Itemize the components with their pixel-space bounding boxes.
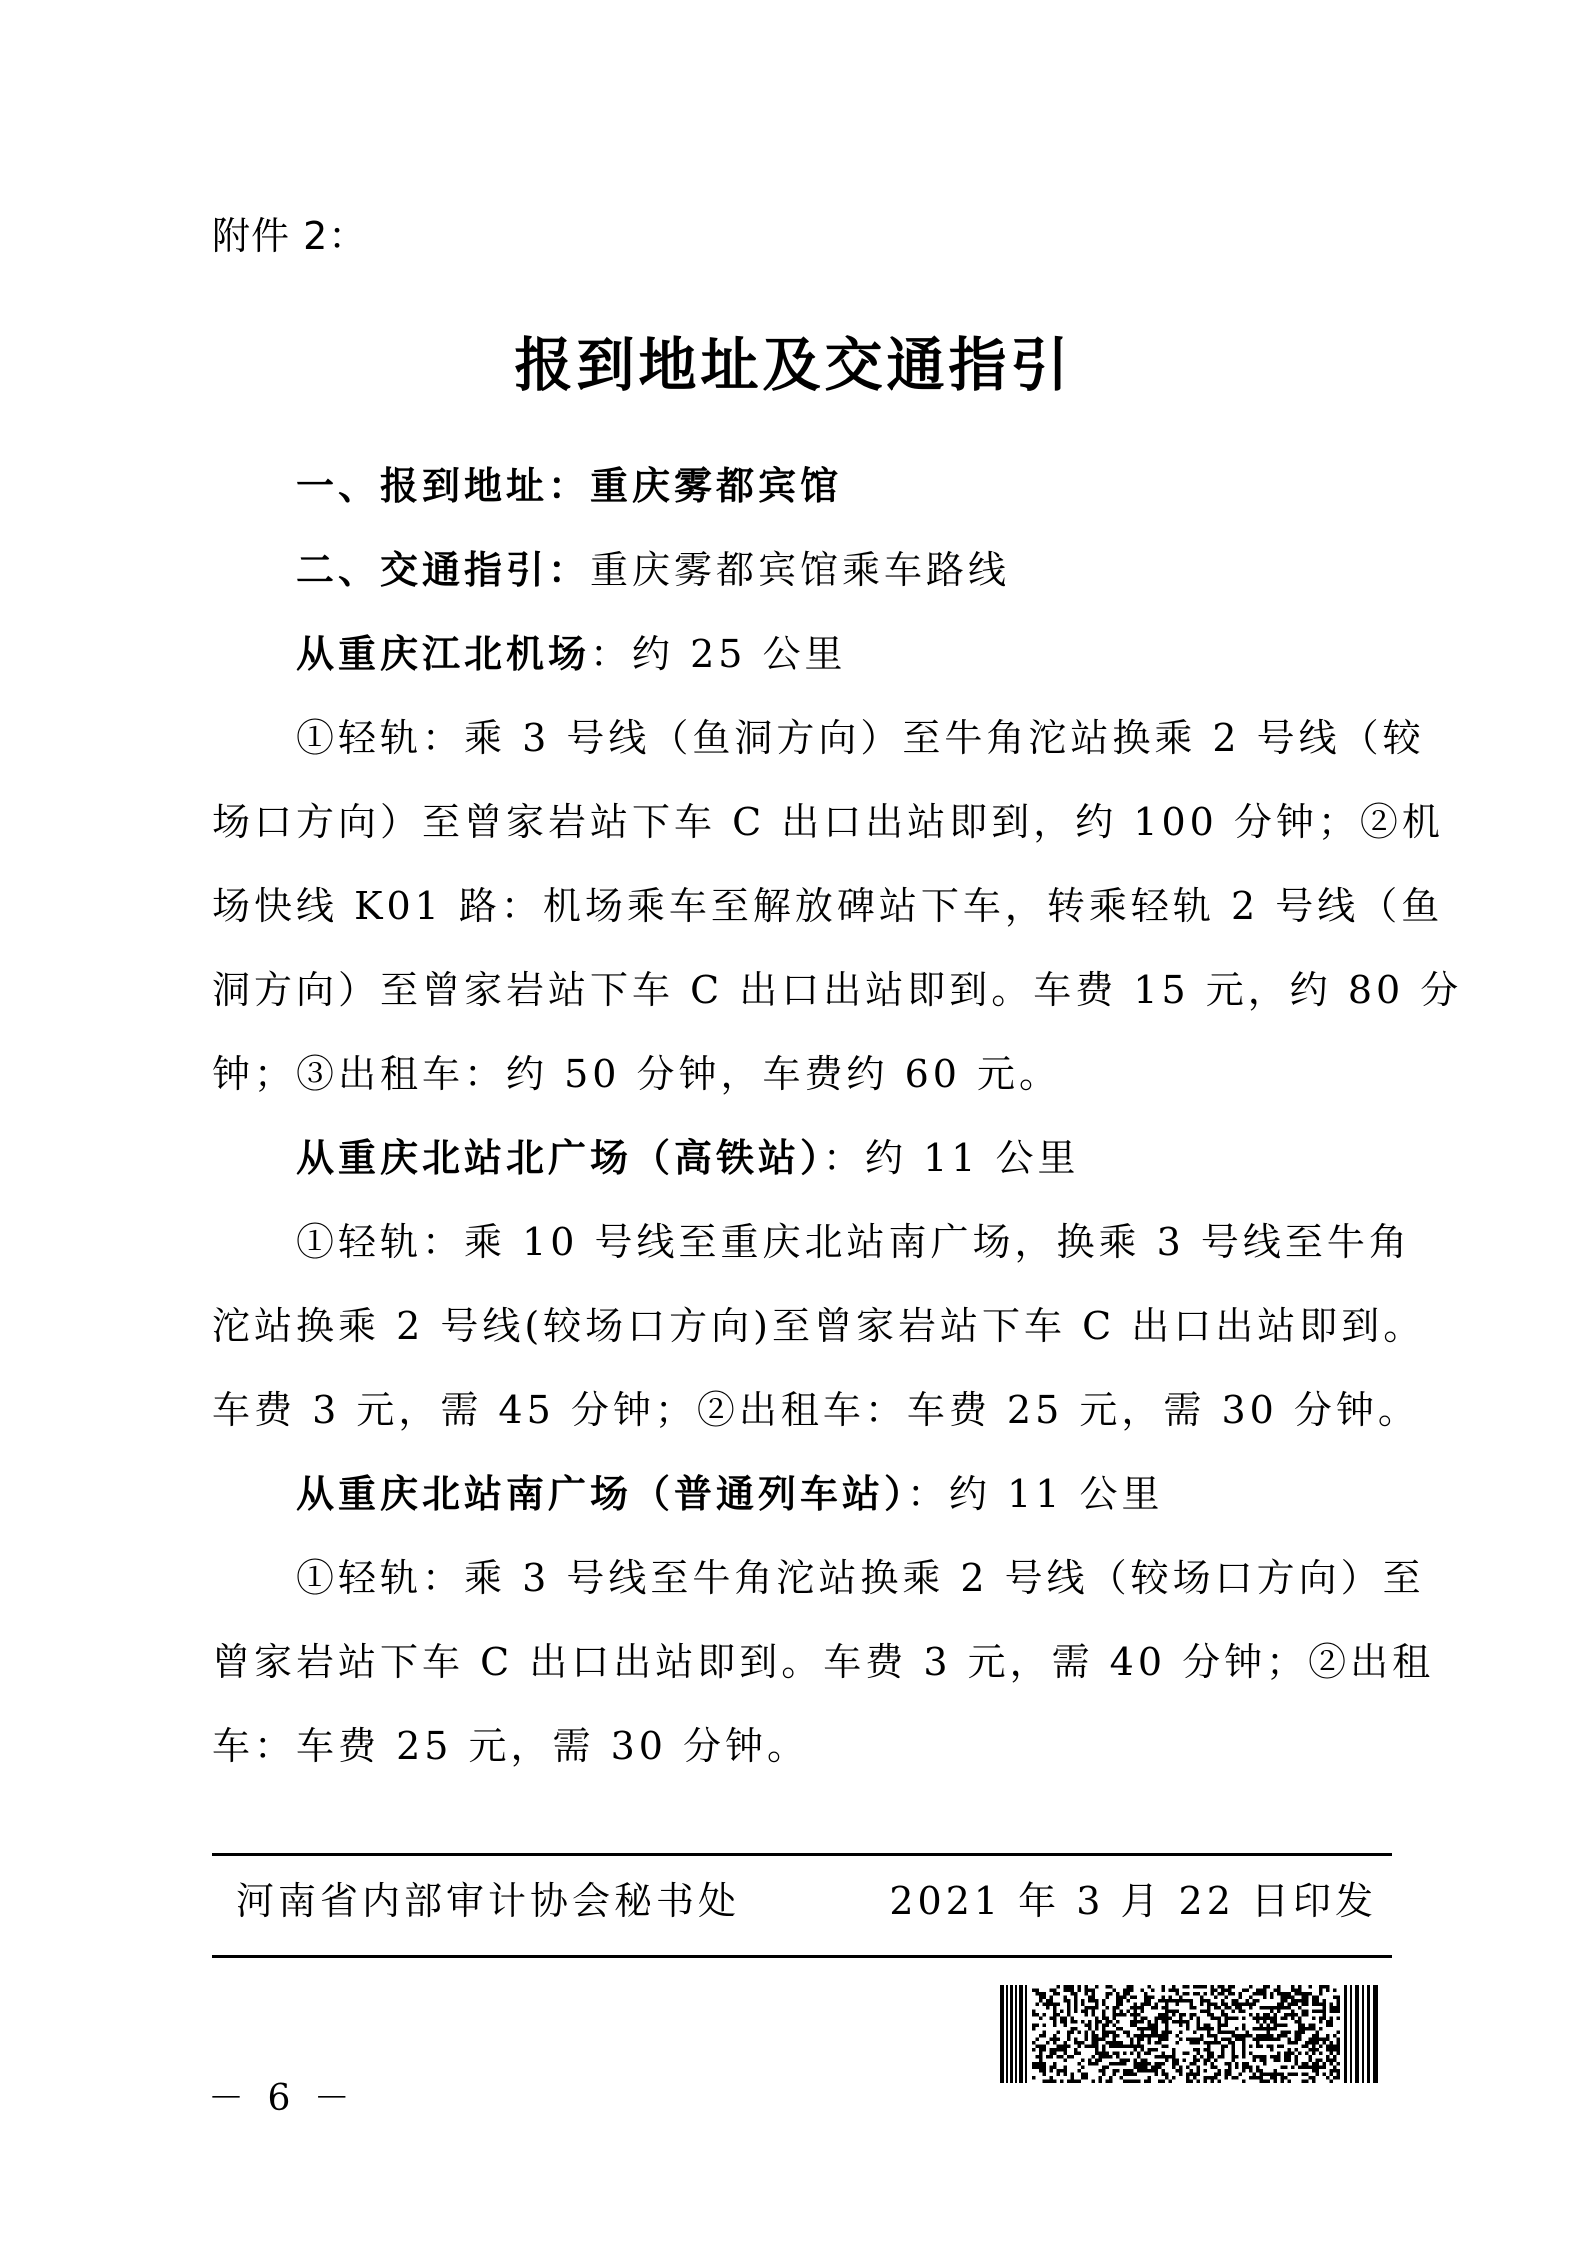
section-2	[296, 528, 1392, 612]
route-3-line: 曾家岩站下车 C 出口出站即到。车费 3 元，需 40 分钟；②出租	[212, 1640, 1435, 1684]
section-2-value: 重庆雾都宾馆乘车路线	[590, 548, 1011, 592]
route-1-line: 钟；③出租车：约 50 分钟，车费约 60 元。	[212, 1052, 1062, 1096]
footer-top-rule	[212, 1853, 1392, 1856]
route-1-line: 场快线 K01 路：机场乘车至解放碑站下车，转乘轻轨 2 号线（鱼	[212, 884, 1444, 928]
route-3-line: 车：车费 25 元，需 30 分钟。	[212, 1724, 810, 1768]
footer-bottom-rule	[212, 1955, 1392, 1958]
route-2-distance: ：约 11 公里	[823, 1136, 1080, 1180]
document-title: 报到地址及交通指引	[514, 331, 1073, 399]
attachment-label: 附件 2：	[212, 214, 368, 258]
route-3-title: 从重庆北站南广场（普通列车站）	[296, 1472, 908, 1516]
route-1-line: 洞方向）至曾家岩站下车 C 出口出站即到。车费 15 元，约 80 分	[212, 968, 1463, 1012]
route-2-line: 车费 3 元，需 45 分钟；②出租车：车费 25 元，需 30 分钟。	[212, 1388, 1420, 1432]
footer-organization: 河南省内部审计协会秘书处	[236, 1879, 741, 1923]
barcode-image	[1000, 1985, 1380, 2083]
route-2-line: 沱站换乘 2 号线(较场口方向)至曾家岩站下车 C 出口出站即到。	[212, 1304, 1426, 1348]
route-2-title: 从重庆北站北广场（高铁站）	[296, 1136, 824, 1180]
route-3-distance: ：约 11 公里	[907, 1472, 1164, 1516]
section-1-label: 一、报到地址：	[296, 464, 591, 508]
section-1	[296, 444, 1392, 528]
route-3-line: ①轻轨：乘 3 号线至牛角沱站换乘 2 号线（较场口方向）至	[296, 1556, 1425, 1600]
route-1-title: 从重庆江北机场	[296, 632, 591, 676]
footer-date: 2021 年 3 月 22 日印发	[889, 1879, 1377, 1923]
route-1-heading	[296, 612, 1392, 696]
section-2-label: 二、交通指引：	[296, 548, 591, 592]
route-2-heading	[296, 1116, 1392, 1200]
route-1-line: 场口方向）至曾家岩站下车 C 出口出站即到，约 100 分钟；②机	[212, 800, 1444, 844]
route-2-line: ①轻轨：乘 10 号线至重庆北站南广场，换乘 3 号线至牛角	[296, 1220, 1411, 1264]
section-1-value: 重庆雾都宾馆	[590, 464, 843, 508]
route-1-distance: ：约 25 公里	[590, 632, 847, 676]
route-3-heading	[296, 1452, 1392, 1536]
route-1-line: ①轻轨：乘 3 号线（鱼洞方向）至牛角沱站换乘 2 号线（较	[296, 716, 1425, 760]
page-number: － 6 －	[208, 2078, 356, 2119]
